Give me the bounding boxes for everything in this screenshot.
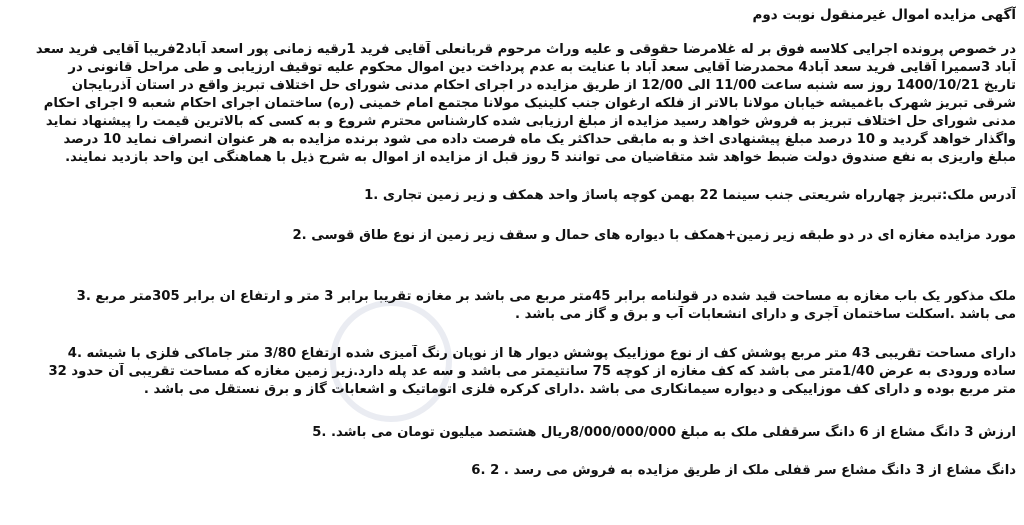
intro-line-2: آباد 3سمیرا آقایی فرید سعد آباد4 محمدرضا آقایی سعد آباد با عنایت به عدم پرداخت دین اموال محکوم علیه توقیف ارزیابی و طی مراحل قانونی در [68,60,1016,75]
intro-line-7: مبلغ واریزی به نفع صندوق دولت ضبط خواهد شد متقاضیان می توانند 5 روز قبل از مزایده از اموال به شرح ذیل با هماهنگی این واحد بازدید نمایند. [65,150,1016,165]
item-5-value: ارزش 3 دانگ مشاع از 6 دانگ سرقفلی ملک به مبلغ 8/000/000/000ریال هشتصد میلیون تومان می باشد. .5 [312,425,1016,440]
item-6-sale: دانگ مشاع از 3 دانگ مشاع سر قفلی ملک از طریق مزایده به فروش می رسد . 2 .6 [471,463,1016,478]
item-3-line-1: ملک مذکور یک باب مغازه به مساحت قید شده در قولنامه برابر 45متر مربع می باشد بر مغازه تقریبا برابر 3 متر و ارتفاع ان برابر 305متر مربع .3 [76,289,1016,304]
intro-line-6: واگذار خواهد گردید و 10 درصد مبلغ پیشنهادی اخذ و به مابقی حداکثر یک ماه فرصت داده می شود برنده مزایده به هر عنوان انصراف نماید 10 درصد [63,132,1016,147]
intro-line-5: مدنی شورای حل اختلاف تبریز به فروش خواهد رسید مزایده از مبلغ ارزیابی شده کارشناس محترم شروع و به کسی که بالاترین قیمت را پیشنهاد نماید [45,114,1016,129]
item-3-line-2: می باشد .اسکلت ساختمان آجری و دارای انشعابات آب و برق و گاز می باشد . [514,307,1016,322]
intro-line-1: در خصوص پرونده اجرایی کلاسه فوق بر له غلامرضا حقوقی و علیه وراث مرحوم قربانعلی آقایی فرید 1رقیه زمانی پور اسعد آباد2فریبا آقایی فرید سعد [35,42,1016,57]
intro-line-4: شرقی تبریز شهرک باغمیشه خیابان مولانا بالاتر از فلکه ارغوان جنب کلینیک مولانا مجتمع امام خمینی (ره) ساختمان اجرای احکام شعبه 9 اجرای احکام [43,96,1016,111]
item-2-subject: مورد مزایده مغازه ای در دو طبقه زیر زمین+همکف با دیواره های حمال و سقف زیر زمین از نوع طاق قوسی .2 [292,228,1016,243]
item-4-line-2: ساده ورودی به عرض 1/40متر می باشد که کف مغازه از کوچه 75 سانتیمتر می باشد و سه عد پله دارد.زیر زمین مغازه که مساحت تقریبی آن حدود 32 [48,364,1016,379]
item-1-address: آدرس ملک:تبریز چهارراه شریعتی جنب سینما 22 بهمن کوچه پاساژ واحد همکف و زیر زمین تجاری .1 [364,188,1016,203]
item-4-line-3: متر مربع بوده و دارای کف موزاییکی و دیواره سیمانکاری می باشد .دارای کرکره فلزی اتوماتیک و اشعابات گاز و برق نستقل می باشد . [143,382,1016,397]
notice-title: آگهی مزایده اموال غیرمنقول نوبت دوم [752,7,1016,23]
item-4-line-1: دارای مساحت تقریبی 43 متر مربع پوشش کف از نوع موزاییک پوشش دیوار ها از نوپان رنگ آمیزی شده ارتفاع 3/80 متر جاماکی فلزی با شیشه .4 [67,346,1016,361]
intro-line-3: تاریخ 1400/10/21 روز سه شنبه ساعت 11/00 الی 12/00 از طریق مزایده در اجرای احکام مدنی شورای حل اختلاف تبریز واقع در استان آذربایجان [71,78,1016,93]
